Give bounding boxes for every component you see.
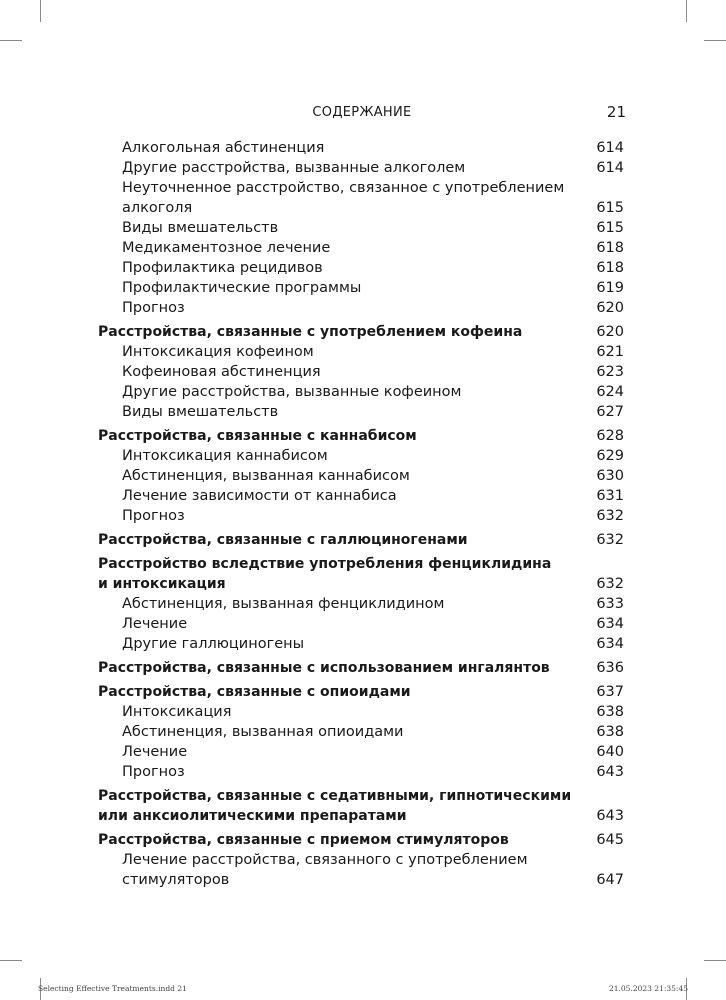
toc-entry-label: Расстройства, связанные с приемом стимуляторов	[98, 832, 509, 848]
toc-entry-page: 636	[596, 660, 624, 676]
footer-file-name: Selecting Effective Treatments.indd 21	[38, 984, 187, 993]
toc-entry-sub	[98, 238, 626, 258]
toc-entry-main	[98, 682, 626, 702]
toc-entry-sub	[98, 258, 626, 278]
toc-entry-sub	[98, 402, 626, 422]
toc-entry-page: 615	[596, 220, 624, 236]
toc-entry-label: Неуточненное расстройство, связанное с употреблением	[122, 180, 565, 196]
toc-entry-page: 623	[596, 364, 624, 380]
toc-entry-page: 619	[596, 280, 624, 296]
toc-entry-page: 614	[596, 160, 624, 176]
toc-entry-label: Абстиненция, вызванная фенциклидином	[122, 596, 445, 612]
toc-entry-label: Лечение	[122, 616, 188, 632]
toc-entry-label: Расстройства, связанные с использованием ингалянтов	[98, 660, 550, 676]
toc-entry-label: Другие расстройства, вызванные кофеином	[122, 384, 462, 400]
toc-entry-label: Интоксикация	[122, 704, 232, 720]
toc-entry-sub	[98, 446, 626, 466]
toc-entry-main	[98, 322, 626, 342]
toc-entry-sub	[98, 594, 626, 614]
crop-mark	[704, 40, 726, 41]
toc-entry-label: Прогноз	[122, 300, 185, 316]
toc-entry-page: 632	[596, 532, 624, 548]
toc-entry-page: 629	[596, 448, 624, 464]
toc-entry-main	[98, 806, 626, 826]
print-footer	[38, 984, 688, 996]
crop-mark	[40, 0, 41, 22]
toc-entry-label: Виды вмешательств	[122, 220, 279, 236]
toc-entry-label: Другие галлюциногены	[122, 636, 305, 652]
running-head	[98, 103, 626, 125]
toc-entry-page: 614	[596, 140, 624, 156]
toc-entry-label: Лечение расстройства, связанного с употреблением	[122, 852, 528, 868]
toc-entry-page: 634	[596, 616, 624, 632]
toc-entry-sub	[98, 702, 626, 722]
toc-entry-page: 638	[596, 704, 624, 720]
toc-entry-page: 631	[596, 488, 624, 504]
toc-entry-label: Расстройства, связанные с галлюциногенами	[98, 532, 468, 548]
toc-entry-page: 637	[596, 684, 624, 700]
toc-entry-label: Лечение	[122, 744, 188, 760]
toc-entry-sub	[98, 870, 626, 890]
toc-entry-main	[98, 658, 626, 678]
toc-entry-sub	[98, 634, 626, 654]
toc-entry-label: Профилактика рецидивов	[122, 260, 323, 276]
page-number: 21	[606, 103, 626, 121]
toc-entry-label: Прогноз	[122, 764, 185, 780]
toc-entry-sub	[98, 486, 626, 506]
toc-entry-sub	[98, 506, 626, 526]
toc-entry-page: 620	[596, 324, 624, 340]
crop-mark	[704, 960, 726, 961]
toc-entry-sub	[98, 742, 626, 762]
toc-entry-label: алкоголя	[122, 200, 193, 216]
toc-entry-label: Алкогольная абстиненция	[122, 140, 325, 156]
toc-entry-page: 627	[596, 404, 624, 420]
toc-entry-main	[98, 426, 626, 446]
toc-entry-label: и интоксикация	[98, 576, 226, 592]
toc-entry-page: 634	[596, 636, 624, 652]
toc-entry-page: 647	[596, 872, 624, 888]
toc-entry-page: 621	[596, 344, 624, 360]
footer-timestamp: 21.05.2023 21:35:45	[608, 984, 688, 993]
toc-entry-label: Другие расстройства, вызванные алкоголем	[122, 160, 466, 176]
toc-entry-page: 615	[596, 200, 624, 216]
toc-entry-label: Виды вмешательств	[122, 404, 279, 420]
toc-entry-page: 618	[596, 240, 624, 256]
toc-entry-label: Расстройство вследствие употребления фенциклидина	[98, 556, 552, 572]
toc-entry-sub	[98, 362, 626, 382]
toc-entry-label: Лечение зависимости от каннабиса	[122, 488, 397, 504]
toc-entry-sub	[98, 298, 626, 318]
toc-entry-page: 640	[596, 744, 624, 760]
toc-entry-label: Медикаментозное лечение	[122, 240, 331, 256]
toc-entry-page: 630	[596, 468, 624, 484]
crop-mark	[686, 0, 687, 22]
crop-mark	[0, 960, 22, 961]
toc-entry-main	[98, 830, 626, 850]
toc-entry-page: 643	[596, 764, 624, 780]
toc-entry-page: 620	[596, 300, 624, 316]
toc-entry-sub	[98, 614, 626, 634]
toc-entry-page: 645	[596, 832, 624, 848]
toc-entry-page: 643	[596, 808, 624, 824]
toc-entry-label: Интоксикация кофеином	[122, 344, 314, 360]
toc-entry-label: Кофеиновая абстиненция	[122, 364, 321, 380]
toc-entry-label: Абстиненция, вызванная опиоидами	[122, 724, 404, 740]
page-title: СОДЕРЖАНИЕ	[312, 105, 412, 120]
toc-entry-page: 618	[596, 260, 624, 276]
toc-entry-label: Интоксикация каннабисом	[122, 448, 328, 464]
toc-entry-label: Расстройства, связанные с опиоидами	[98, 684, 411, 700]
toc-entry-label: Абстиненция, вызванная каннабисом	[122, 468, 410, 484]
toc-entry-sub	[98, 278, 626, 298]
toc-entry-sub	[98, 198, 626, 218]
toc-entry-page: 628	[596, 428, 624, 444]
toc-entry-sub	[98, 382, 626, 402]
toc-entry-label: стимуляторов	[122, 872, 230, 888]
toc-entry-label: Профилактические программы	[122, 280, 362, 296]
table-of-contents	[98, 138, 626, 890]
toc-entry-label: Расстройства, связанные с каннабисом	[98, 428, 417, 444]
toc-entry-main	[98, 786, 626, 806]
toc-entry-page: 633	[596, 596, 624, 612]
crop-mark	[0, 40, 22, 41]
toc-entry-sub	[98, 138, 626, 158]
toc-entry-page: 632	[596, 508, 624, 524]
toc-entry-sub	[98, 178, 626, 198]
toc-entry-page: 638	[596, 724, 624, 740]
toc-entry-sub	[98, 722, 626, 742]
toc-entry-page: 632	[596, 576, 624, 592]
toc-entry-main	[98, 530, 626, 550]
toc-entry-label: или анксиолитическими препаратами	[98, 808, 407, 824]
toc-entry-label: Расстройства, связанные с употреблением кофеина	[98, 324, 523, 340]
toc-entry-sub	[98, 762, 626, 782]
toc-entry-sub	[98, 466, 626, 486]
toc-entry-sub	[98, 158, 626, 178]
toc-entry-label: Расстройства, связанные с седативными, гипнотическими	[98, 788, 572, 804]
toc-entry-sub	[98, 218, 626, 238]
toc-entry-main	[98, 574, 626, 594]
toc-entry-label: Прогноз	[122, 508, 185, 524]
toc-entry-main	[98, 554, 626, 574]
toc-entry-sub	[98, 850, 626, 870]
toc-entry-sub	[98, 342, 626, 362]
toc-entry-page: 624	[596, 384, 624, 400]
